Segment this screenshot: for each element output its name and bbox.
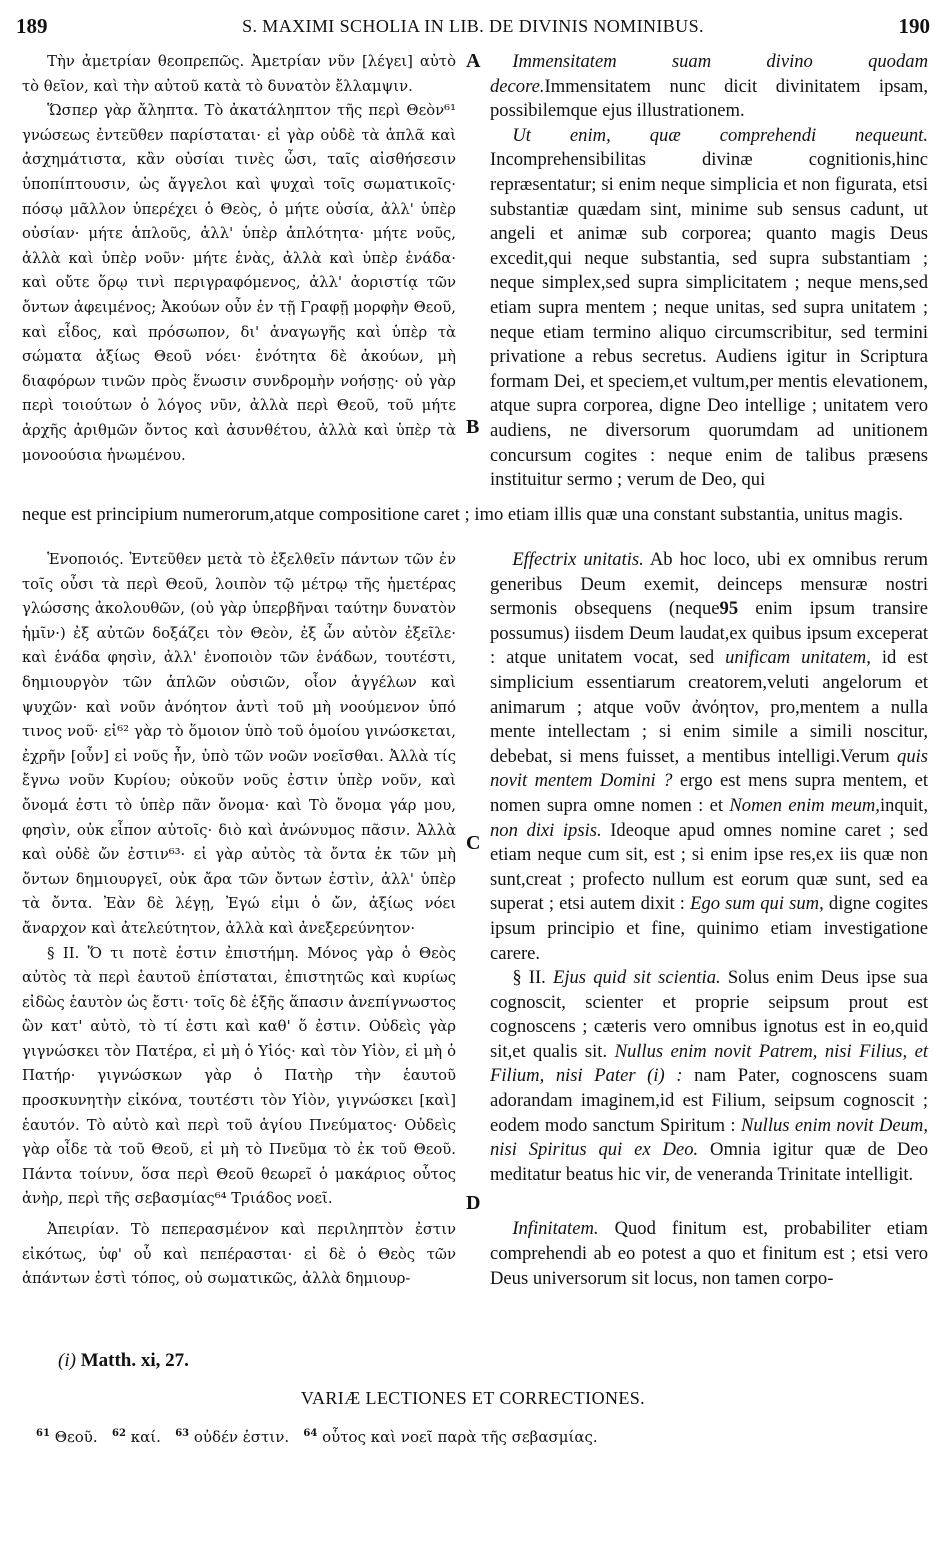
latin-paragraph-3: Effectrix unitatis. Ab hoc loco, ubi ex omnibus rerum generibus Deum exemit, deinceps mensuræ nostri sermonis obsequens (neque95 enim ipsum transire possumus) iisdem Deum laudat,ex quibus ipsum exceperat : atque unitatem vocat, sed unificam unitatem, id est simplicium essentiarum creatorem,veluti angelorum et animarum ; atque νοῦν ἀνόητον, pro,mentem a nulla mente intellectam ; si enim simile a simili noscitur, debebat, si mens fuisset, a mentibus intelligi.Verum quis novit mentem Domini ? ergo est mens supra mentem, et nomen supra omne nomen : et Nomen enim meum,inquit, non dixi ipsis. Ideoque apud omnes nomine caret ; sed etiam neque cum sit, est ; si enim ipse res,ex iis quæ non sunt,creat ; profecto nullum est eorum quæ sunt, sed ea superat ; etsi autem dixit : Ego sum qui sum, digne cogites ipsum principio et fine, quinimo etiam investigatione carere. [490,549,929,964]
marker-d: D [466,1192,481,1214]
page-number-left: 189 [16,14,48,38]
page-header [0,8,946,38]
full-width-continuation: neque est principium numerorum,atque compositione caret ; imo etiam illis quæ una constant substantia, unitus magis. [22,504,903,525]
greek-paragraph-3: Ἑνοποιός. Ἐντεῦθεν μετὰ τὸ ἐξελθεῖν πάντων τῶν ἐν τοῖς οὖσι τὰ περὶ Θεοῦ, λοιπὸν τῷ μέτρῳ τῆς ἡμετέρας γλώσσης ἀκολουθῶν, (οὐ γὰρ ὑπερβῆναι ταύτην δυνατὸν ἡμῖν·) ἐξ αὐτῶν δοξάζει τὸν Θεὸν, ἐξ ὧν αὐτὸν ἐξεῖλε· καὶ ἑνάδα φησὶν, ἀλλ' ἑνοποιὸν τῶν ἑνάδων, τουτέστι, δημιουργὸν τῶν ἁπλῶν οὐσιῶν, οἷον ἀγγέλων καὶ ψυχῶν· καὶ νοῦν ἀνόητον ἀντὶ τοῦ μὴ νοούμενον ὑπό τινος νοῦ· εἰ⁶² γὰρ τὸ ὅμοιον ὑπὸ τοῦ ὁμοίου γινώσκεται, ἐχρῆν [οὖν] εἰ νοῦς ἦν, ὑπὸ τῶν νοῶν νοεῖσθαι. Ἀλλὰ τίς ἔγνω νοῦν Κυρίου; οὐκοῦν νοῦς ἐστιν ὑπὲρ νοῦν, καὶ ὄνομά ἐστι τὸ ὑπὲρ πᾶν ὄνομα· καὶ Τὸ ὄνομα γάρ μου, φησὶν, οὐκ εἶπον αὐτοῖς· διὸ καὶ ἀνώνυμος πᾶσιν. Ἀλλὰ καὶ οὐδὲ ὤν ἐστιν⁶³· εἰ γὰρ αὐτὸς τὰ ὄντα ἐκ τῶν μὴ ὄντων δημιουργεῖ, οὐκ ἄρα τῶν ὄντων ἐστὶν, ἀλλ' ὑπὲρ τὰ ὄντα. Ἐὰν δὲ λέγῃ, Ἐγώ εἰμι ὁ ὤν, ἀξίως νόει ἄναρχον καὶ ἀτελεύτητον, ἀλλὰ καὶ ἀνεξερεύνητον· [22,551,456,937]
latin-paragraph-5: Infinitatem. Quod finitum est, probabiliter etiam comprehendi ab eo potest a quo et finitum est ; etsi vero Deus universorum sit locus, non tamen corpo- [490,1218,928,1289]
variant-item: $^{61}$ Θεοῦ. [36,1428,98,1446]
latin-lemma-3: Effectrix unitatis. [512,549,644,570]
latin-lemma-2: Ut enim, quæ comprehendi nequeunt. [512,124,928,146]
latin-paragraph-2: Ut enim, quæ comprehendi nequeunt. Incomprehensibilitas divinæ cognitionis,hinc repræsentatur; si enim neque simplicia et non figurata, etsi substantiæ quædam sint, minime sub sensus cadunt, ut angeli et animæ sub corporea; quanto magis Deus excedit,qui neque substantia, sed supra substantiam ; neque simplex,sed supra simplicitatem ; neque mens,sed etiam supra mentem ; neque unitas, sed supra unitatem ; neque etiam termino aliquo circumscribitur, sed termini privatione a rebus secretus. Audiens igitur in Scriptura formam Dei, et speciem,et vultum,per mentis elevationem, atque supra corporea, digne Deo intellige ; unitatem vero audiens, ne diversorum quorumdam ad unitionem concursum cogites : neque enim de talibus præsens instituitur sermo ; verum de Deo, qui [490,124,928,491]
variae-lectiones-list [36,1428,598,1446]
latin-column-top [490,50,928,493]
footnote-label: (i) [58,1350,76,1371]
column-number: 95 [719,598,739,620]
variant-item: $^{62}$ καί. [112,1428,161,1446]
running-title: S. MAXIMI SCHOLIA IN LIB. DE DIVINIS NOMINIBUS. [242,16,704,36]
variae-lectiones-title: VARIÆ LECTIONES ET CORRECTIONES. [300,1388,646,1408]
greek-column-top [22,50,456,468]
footnote-text: Matth. xi, 27. [80,1350,189,1371]
latin-lemma-1: Immensitatem suam divino quodam decore. [490,51,928,97]
greek-paragraph-2: Ὥσπερ γὰρ ἄληπτα. Τὸ ἀκατάληπτον τῆς περὶ Θεὸν⁶¹ γνώσεως ἐντεῦθεν παρίσταται· εἰ γὰρ οὐδὲ τὰ ἁπλᾶ καὶ ἀσχημάτιστα, κἂν οὐσίαι τινὲς ὦσι, ταῖς αἰσθήσεσιν ὑποπίπτουσιν, ὡς ἄγγελοι καὶ ψυχαὶ τοῖς σωματικοῖς· πόσῳ μᾶλλον ὑπερέχει ὁ Θεὸς, ὁ μήτε οὐσία, ἀλλ' ὑπὲρ οὐσίαν· μήτε ἁπλοῦς, ἀλλ' ὑπὲρ ἁπλότητα· μήτε νοῦς, ἀλλὰ καὶ ὑπὲρ νοῦν· μήτε ἑνὰς, ἀλλὰ καὶ ὑπὲρ ἑνάδα· καὶ οὔτε ὅρῳ τινὶ περιγραφόμενος, ἀλλ' ἀοριστίᾳ τῶν ὄντων ἀφειμένος; Ἀκούων οὖν ἐν τῇ Γραφῇ μορφὴν Θεοῦ, καὶ εἶδος, καὶ πρόσωπον, δι' ἀναγωγῆς καὶ ὑπὲρ τὰ σώματα ἀξίως Θεοῦ νόει· ἑνότητα δὲ ἀκούων, μὴ διαφόρων τινῶν πρὸς ἕνωσιν συνδρομὴν νοήσῃς· οὐ γὰρ περὶ τοιούτων ὁ λόγος νῦν, ἀλλὰ περὶ Θεοῦ, τοῦ μήτε ἀρχῆς ἀριθμῶν ὄντος καὶ ἀσυνθέτου, ἀλλὰ καὶ ὑπὲρ τὰ μονοούσια ἡνωμένου. [22,102,456,464]
marker-c: C [466,832,481,854]
greek-column-bottom [22,548,456,1292]
greek-paragraph-1: Τὴν ἀμετρίαν θεοπρεπῶς. Ἀμετρίαν νῦν [λέγει] αὐτὸ τὸ θεῖον, καὶ τὴν αὐτοῦ κατὰ τὸ δυνατὸν ἔλλαμψιν. [22,53,456,95]
variant-item: $^{64}$ οὗτος καὶ νοεῖ παρὰ τῆς σεβασμίας. [303,1428,598,1446]
marker-b: B [466,416,480,438]
page-number-right: 190 [898,14,930,38]
latin-paragraph-1: Immensitatem suam divino quodam decore.Immensitatem nunc dicit divinitatem ipsam, possibilemque ejus illustrationem. [490,51,928,122]
greek-paragraph-5: Ἀπειρίαν. Τὸ πεπερασμένον καὶ περιληπτὸν ἐστιν εἰκότως, ὑφ' οὗ καὶ πεπέρασται· εἰ δὲ ὁ Θεὸς τῶν ἁπάντων ἐστὶ τόπος, οὐ σωματικῶς, ἀλλὰ δημιουρ- [22,1221,456,1288]
latin-lemma-5: Infinitatem. [512,1218,599,1240]
variant-item: $^{63}$ οὐδέν ἐστιν. [175,1428,290,1446]
latin-lemma-4: Ejus quid sit scientia. [552,967,721,989]
latin-column-bottom [490,548,928,1291]
footnote [58,1350,189,1372]
greek-paragraph-4: § II. Ὅ τι ποτὲ ἐστιν ἐπιστήμη. Μόνος γὰρ ὁ Θεὸς αὐτὸς τὰ περὶ ἑαυτοῦ ἐπίσταται, ἐπιστητῶς καὶ κυρίως εἰδὼς ἑαυτὸν ὡς ἔστι· τοῖς δὲ ἑξῆς ἅπασιν ἀνεπίγνωστος ὢν κατ' αὐτὸ, τὸ τί ἐστι καὶ καθ' ὅ ἐστιν. Οὐδεὶς γὰρ γιγνώσκει τὸν Πατέρα, εἰ μὴ ὁ Υἱός· καὶ τὸν Υἱὸν, εἰ μὴ ὁ Πατήρ· γιγνώσκων γὰρ ὁ Πατὴρ τὴν ἑαυτοῦ προσκυνητὴν εἰκόνα, τουτέστι τὸν Υἱὸν, γιγνώσκει [καὶ] ἑαυτόν. Τὸ αὐτὸ καὶ περὶ τοῦ ἁγίου Πνεύματος· Οὐδεὶς γὰρ οἶδε τὰ τοῦ Θεοῦ, εἰ μὴ τὸ Πνεῦμα τὸ ἐκ τοῦ Θεοῦ. Πάντα τοίνυν, ὅσα περὶ Θεοῦ θεωρεῖ ὁ μακάριος οὗτος ἀνὴρ, περὶ τῆς σεβασμίας⁶⁴ Τριάδος νοεῖ. [22,944,456,1208]
marker-a: A [466,50,481,72]
latin-paragraph-4: § II. Ejus quid sit scientia. Solus enim Deus ipse sua cognoscit, scienter et proprie seipsum prout est cognoscens ; cæteris vero omnibus ignotus est in eo,quid sit,et qualis sit. Nullus enim novit Patrem, nisi Filius, et Filium, nisi Pater (i) : nam Pater, cognoscens suam adorandam imaginem,id est Filium, seipsum cognoscit ; eodem modo sanctum Spiritum : Nullus enim novit Deum, nisi Spiritus qui ex Deo. Omnia igitur quæ de Deo meditatur beatus hic vir, de veneranda Trinitate intelligit. [490,967,929,1185]
